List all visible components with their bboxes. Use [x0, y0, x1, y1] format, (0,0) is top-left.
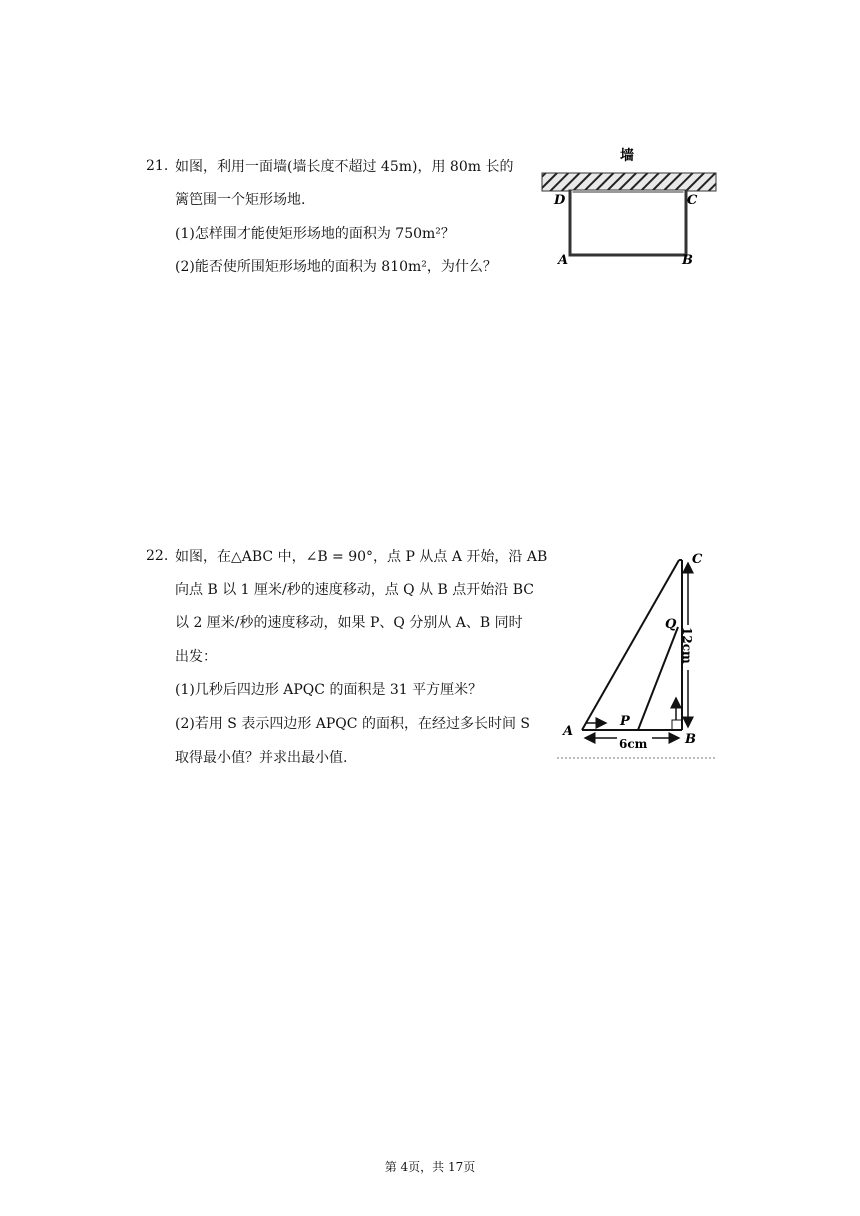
wall-hatch: [542, 173, 716, 191]
question-text-line: 以 2 厘米/秒的速度移动，如果 P、Q 分别从 A、B 同时: [175, 615, 523, 631]
segment-pq: [638, 627, 678, 730]
point-label-d: D: [554, 193, 566, 208]
question-text-line: 如图，在△ABC 中，∠B = 90°，点 P 从点 A 开始，沿 AB: [175, 549, 548, 565]
sub-question: (1)怎样围才能使矩形场地的面积为 750m²？: [175, 226, 455, 242]
wall-label: 墙: [620, 148, 634, 164]
wall-rectangle-figure: [532, 140, 722, 270]
point-label-p: P: [620, 714, 630, 729]
point-label-b: B: [682, 253, 693, 268]
point-label-c: C: [692, 552, 703, 567]
fence-rectangle: [570, 191, 686, 255]
base-label: 6cm: [619, 737, 648, 751]
point-label-q: Q: [665, 617, 677, 632]
segment-ac: [582, 560, 679, 730]
question-number: 21.: [146, 158, 169, 174]
sub-question: (2)若用 S 表示四边形 APQC 的面积，在经过多长时间 S: [175, 716, 530, 732]
question-text-line: 如图，利用一面墙(墙长度不超过 45m)，用 80m 长的: [175, 159, 514, 175]
question-text-line: 篱笆围一个矩形场地.: [175, 192, 306, 208]
point-label-a: A: [563, 724, 574, 739]
question-text-line: 出发：: [175, 649, 217, 665]
point-label-a: A: [558, 253, 569, 268]
right-angle-mark: [672, 720, 682, 730]
height-label: 12cm: [680, 627, 694, 664]
question-text-line: 向点 B 以 1 厘米/秒的速度移动，点 Q 从 B 点开始沿 BC: [175, 582, 534, 598]
sub-question: (2)能否使所围矩形场地的面积为 810m²，为什么？: [175, 259, 497, 275]
point-label-b: B: [685, 732, 696, 747]
page-footer: 第 4页，共 17页: [384, 1160, 476, 1174]
point-label-c: C: [687, 193, 698, 208]
triangle-figure: [552, 545, 722, 765]
sub-question: 取得最小值？并求出最小值.: [175, 750, 348, 766]
sub-question: (1)几秒后四边形 APQC 的面积是 31 平方厘米？: [175, 682, 483, 698]
question-number: 22.: [146, 548, 169, 564]
